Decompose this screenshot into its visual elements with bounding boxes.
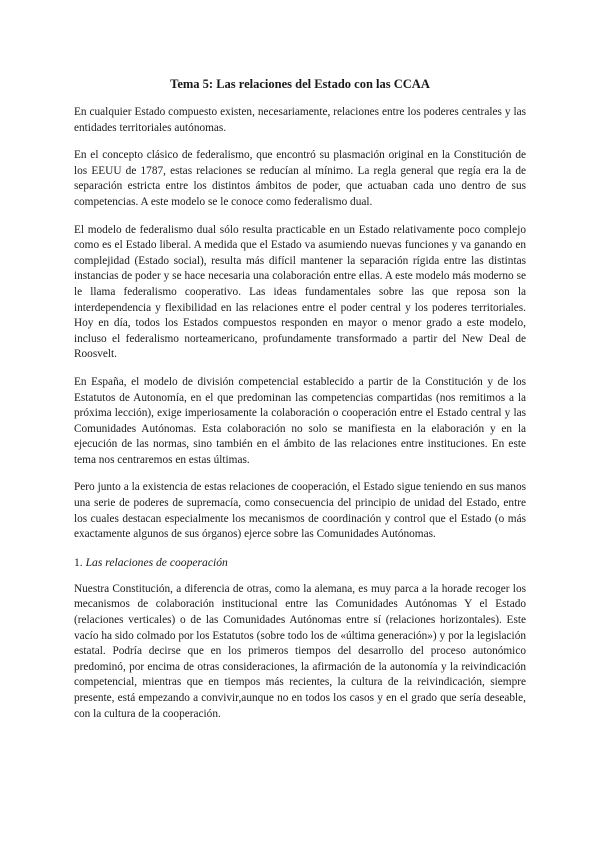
paragraph-cooperation-body: Nuestra Constitución, a diferencia de otras, como la alemana, es muy parca a la horade recoger los mecanismos de colaboración institucional entre las Comunidades Autónomas Y el Estado (relaciones verticales) o de las Comunidades Autónomas entre sí (relaciones horizontales). Este vacío ha sido colmado por los Estatutos (sobre todo los de «última generación») y por la legislación estatal. Podría decirse que en los primeros tiempos del desarrollo del proceso autonómico predominó, por encima de otras consideraciones, la afirmación de la autonomía y la reivindicación competencial, mientras que en tiempos más recientes, la cultura de la reivindicación, siempre presente, está empezando a convivir,aunque no en todos los casos y en el grado que sería deseable, con la cultura de la cooperación. — [74, 582, 526, 720]
paragraph-intro: En cualquier Estado compuesto existen, necesariamente, relaciones entre los poderes centrales y las entidades territoriales autónomas. — [74, 106, 526, 134]
paragraph-supremacy-powers: Pero junto a la existencia de estas relaciones de cooperación, el Estado sigue teniendo en sus manos una serie de poderes de supremacía, como consecuencia del principio de unidad del Estado, entre los cuales destacan especialmente los mecanismos de coordinación y control que el Estado (o más exactamente algunos de sus órganos) ejerce sobre las Comunidades Autónomas. — [74, 481, 526, 541]
section-label: Las relaciones de cooperación — [85, 555, 228, 569]
section-number: 1. — [74, 555, 86, 569]
paragraph-cooperative-federalism: El modelo de federalismo dual sólo resulta practicable en un Estado relativamente poco complejo como es el Estado liberal. A medida que el Estado va asumiendo nuevas funciones y va ganando en complejidad (Estado social), resulta más difícil mantener la separación rígida entre las distintas instancias de poder y se hace necesaria una colaboración entre ellas. A este modelo más moderno se le llama federalismo cooperativo. Las ideas fundamentales sobre las que reposa son la interdependencia y flexibilidad en las relaciones entre el poder central y los poderes territoriales. Hoy en día, todos los Estados compuestos responden en mayor o menor grado a este modelo, incluso el federalismo norteamericano, profundamente transformado a partir del New Deal de Roosvelt. — [74, 223, 526, 361]
paragraph-spain-model: En España, el modelo de división competencial establecido a partir de la Constitución y de los Estatutos de Autonomía, en el que predominan las competencias compartidas (nos remitimos a la próxima lección), exige imperiosamente la colaboración o cooperación entre el Estado central y las Comunidades Autónomas. Esta colaboración no solo se manifiesta en la elaboración y en la ejecución de las normas, sino también en el ámbito de las relaciones entre instituciones. En este tema nos centraremos en estas últimas. — [74, 375, 526, 466]
document-title: Tema 5: Las relaciones del Estado con las CCAA — [170, 77, 430, 91]
section-heading-cooperation — [74, 555, 526, 571]
paragraph-dual-federalism: En el concepto clásico de federalismo, que encontró su plasmación original en la Constitución de los EEUU de 1787, estas relaciones se reducían al mínimo. La regla general que regía era la de separación estricta entre los distintos ámbitos de poder, que actuaban cada uno dentro de sus competencias. A este modelo se le conoce como federalismo dual. — [74, 149, 526, 208]
document-page — [74, 76, 526, 734]
